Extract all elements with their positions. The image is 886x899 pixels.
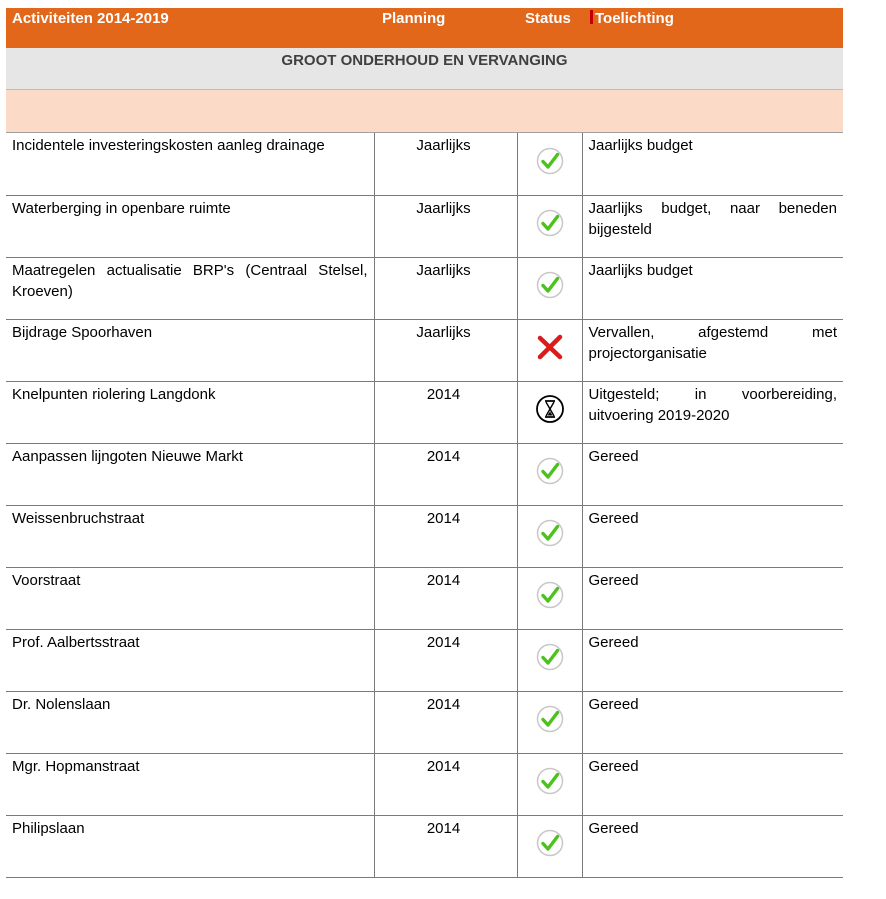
activities-document: [6, 8, 843, 878]
table-header: [6, 8, 843, 48]
explanation-cell: Gereed: [582, 567, 843, 629]
activity-cell: Aanpassen lijngoten Nieuwe Markt: [6, 443, 374, 505]
status-cell: [517, 753, 582, 815]
table-row: [6, 567, 843, 629]
table-row: [6, 195, 843, 257]
planning-cell: Jaarlijks: [374, 133, 517, 195]
check-icon: [535, 270, 565, 300]
table-row: [6, 505, 843, 567]
check-icon: [535, 704, 565, 734]
activity-cell: Bijdrage Spoorhaven: [6, 319, 374, 381]
hourglass-icon: [535, 394, 565, 424]
header-status: Status: [525, 10, 571, 27]
header-activities: Activiteiten 2014-2019: [12, 10, 169, 27]
explanation-cell: Uitgesteld; in voorbereiding, uitvoering 2019-2020: [582, 381, 843, 443]
table-row: [6, 319, 843, 381]
header-planning: Planning: [382, 10, 446, 27]
explanation-cell: Jaarlijks budget: [582, 133, 843, 195]
planning-cell: Jaarlijks: [374, 319, 517, 381]
explanation-cell: Gereed: [582, 629, 843, 691]
status-cell: [517, 815, 582, 877]
section-title: GROOT ONDERHOUD EN VERVANGING: [6, 48, 843, 90]
planning-cell: 2014: [374, 505, 517, 567]
explanation-cell: Gereed: [582, 815, 843, 877]
explanation-cell: Gereed: [582, 691, 843, 753]
status-cell: [517, 567, 582, 629]
explanation-cell: Gereed: [582, 505, 843, 567]
explanation-cell: Gereed: [582, 753, 843, 815]
status-cell: [517, 381, 582, 443]
check-icon: [535, 208, 565, 238]
check-icon: [535, 456, 565, 486]
header-explanation: Toelichting: [595, 10, 674, 27]
comment-marker: [590, 10, 593, 24]
table-row: [6, 257, 843, 319]
check-icon: [535, 146, 565, 176]
status-cell: [517, 629, 582, 691]
table-row: [6, 629, 843, 691]
status-cell: [517, 443, 582, 505]
activity-cell: Philipslaan: [6, 815, 374, 877]
cross-icon: [535, 332, 565, 362]
planning-cell: 2014: [374, 815, 517, 877]
planning-cell: 2014: [374, 567, 517, 629]
planning-cell: 2014: [374, 629, 517, 691]
table-row: [6, 691, 843, 753]
check-icon: [535, 828, 565, 858]
status-cell: [517, 691, 582, 753]
planning-cell: Jaarlijks: [374, 195, 517, 257]
planning-cell: 2014: [374, 753, 517, 815]
planning-cell: 2014: [374, 691, 517, 753]
status-cell: [517, 319, 582, 381]
activity-cell: Prof. Aalbertsstraat: [6, 629, 374, 691]
table-body: [6, 133, 843, 877]
status-cell: [517, 257, 582, 319]
planning-cell: 2014: [374, 381, 517, 443]
activity-cell: Voorstraat: [6, 567, 374, 629]
explanation-cell: Jaarlijks budget: [582, 257, 843, 319]
check-icon: [535, 642, 565, 672]
activity-cell: Mgr. Hopmanstraat: [6, 753, 374, 815]
explanation-cell: Vervallen, afgestemd met projectorganisatie: [582, 319, 843, 381]
status-cell: [517, 505, 582, 567]
empty-band: [6, 90, 843, 133]
table-row: [6, 133, 843, 195]
planning-cell: 2014: [374, 443, 517, 505]
check-icon: [535, 580, 565, 610]
explanation-cell: Gereed: [582, 443, 843, 505]
activity-cell: Incidentele investeringskosten aanleg drainage: [6, 133, 374, 195]
explanation-cell: Jaarlijks budget, naar beneden bijgesteld: [582, 195, 843, 257]
activities-table: [6, 133, 843, 878]
activity-cell: Weissenbruchstraat: [6, 505, 374, 567]
table-row: [6, 815, 843, 877]
check-icon: [535, 518, 565, 548]
table-row: [6, 381, 843, 443]
planning-cell: Jaarlijks: [374, 257, 517, 319]
activity-cell: Maatregelen actualisatie BRP's (Centraal Stelsel, Kroeven): [6, 257, 374, 319]
check-icon: [535, 766, 565, 796]
activity-cell: Waterberging in openbare ruimte: [6, 195, 374, 257]
table-row: [6, 753, 843, 815]
status-cell: [517, 133, 582, 195]
status-cell: [517, 195, 582, 257]
activity-cell: Knelpunten riolering Langdonk: [6, 381, 374, 443]
table-row: [6, 443, 843, 505]
activity-cell: Dr. Nolenslaan: [6, 691, 374, 753]
